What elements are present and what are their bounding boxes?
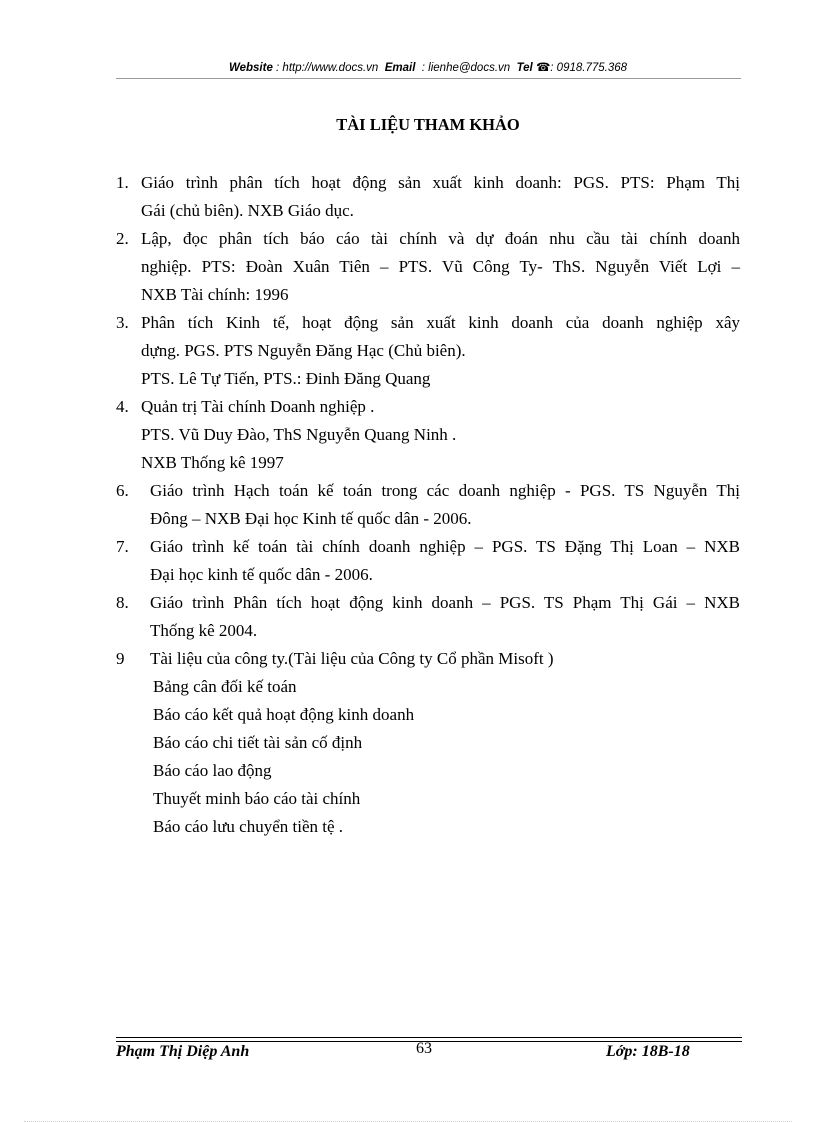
ref-line: Giáo trình kế toán tài chính doanh nghiệp – PGS. TS Đặng Thị Loan – NXB [150, 537, 740, 556]
ref-line: nghiệp. PTS: Đoàn Xuân Tiên – PTS. Vũ Công Ty- ThS. Nguyễn Viết Lợi – [141, 257, 740, 276]
ref-line: Lập, đọc phân tích báo cáo tài chính và dự đoán nhu cầu tài chính doanh [141, 229, 740, 248]
ref-line: Tài liệu của công ty.(Tài liệu của Công ty Cổ phần Misoft ) [150, 649, 554, 668]
ref-number: 4. [116, 397, 129, 416]
ref-line: Giáo trình phân tích hoạt động sản xuất kinh doanh: PGS. PTS: Phạm Thị [141, 173, 740, 192]
ref-subitem: Báo cáo lưu chuyển tiền tệ . [153, 817, 344, 836]
ref-number: 1. [116, 173, 129, 192]
email-value: : lienhe@docs.vn [421, 62, 511, 74]
ref-line: PTS. Lê Tự Tiến, PTS.: Đinh Đăng Quang [141, 369, 431, 388]
ref-line: Phân tích Kinh tế, hoạt động sản xuất kinh doanh của doanh nghiệp xây [141, 313, 740, 332]
page-header [116, 60, 740, 74]
ref-line: Thống kê 2004. [150, 621, 258, 640]
ref-subitem: Báo cáo kết quả hoạt động kinh doanh [153, 705, 415, 724]
page-title: TÀI LIỆU THAM KHẢO [336, 115, 520, 134]
ref-number: 7. [116, 537, 129, 556]
footer-author: Phạm Thị Diệp Anh [116, 1043, 250, 1060]
website-value: : http://www.docs.vn [276, 62, 379, 74]
ref-line: Giáo trình Hạch toán kế toán trong các doanh nghiệp - PGS. TS Nguyễn Thị [150, 481, 740, 500]
ref-subitem: Thuyết minh báo cáo tài chính [153, 789, 361, 808]
ref-line: Quản trị Tài chính Doanh nghiệp . [141, 397, 375, 416]
page-bottom-border [24, 1121, 792, 1122]
ref-line: Giáo trình Phân tích hoạt động kinh doanh – PGS. TS Phạm Thị Gái – NXB [150, 593, 740, 612]
page-number: 63 [416, 1040, 432, 1057]
ref-line: NXB Tài chính: 1996 [141, 285, 289, 304]
ref-line: Đại học kinh tế quốc dân - 2006. [150, 565, 373, 584]
ref-number: 3. [116, 313, 129, 332]
ref-line: Gái (chủ biên). NXB Giáo dục. [141, 201, 354, 220]
tel-label: Tel [516, 62, 533, 74]
ref-line: Đông – NXB Đại học Kinh tế quốc dân - 2006. [150, 509, 472, 528]
footer-rule [116, 1037, 742, 1038]
phone-icon: ☎ [535, 62, 551, 74]
ref-line: NXB Thống kê 1997 [141, 453, 284, 472]
header-rule [116, 78, 741, 79]
ref-subitem: Báo cáo chi tiết tài sản cố định [153, 733, 363, 752]
footer-class: Lớp: 18B-18 [606, 1043, 690, 1060]
ref-number: 8. [116, 593, 129, 612]
ref-line: PTS. Vũ Duy Đào, ThS Nguyễn Quang Ninh . [141, 425, 457, 444]
ref-line: dựng. PGS. PTS Nguyễn Đăng Hạc (Chủ biên). [141, 341, 466, 360]
ref-number: 2. [116, 229, 129, 248]
ref-number: 6. [116, 481, 129, 500]
tel-value: : 0918.775.368 [550, 62, 628, 74]
website-label: Website [228, 62, 273, 74]
email-label: Email [384, 62, 416, 74]
ref-number: 9 [116, 649, 125, 668]
ref-subitem: Bảng cân đối kế toán [153, 677, 297, 696]
ref-subitem: Báo cáo lao động [153, 761, 272, 780]
